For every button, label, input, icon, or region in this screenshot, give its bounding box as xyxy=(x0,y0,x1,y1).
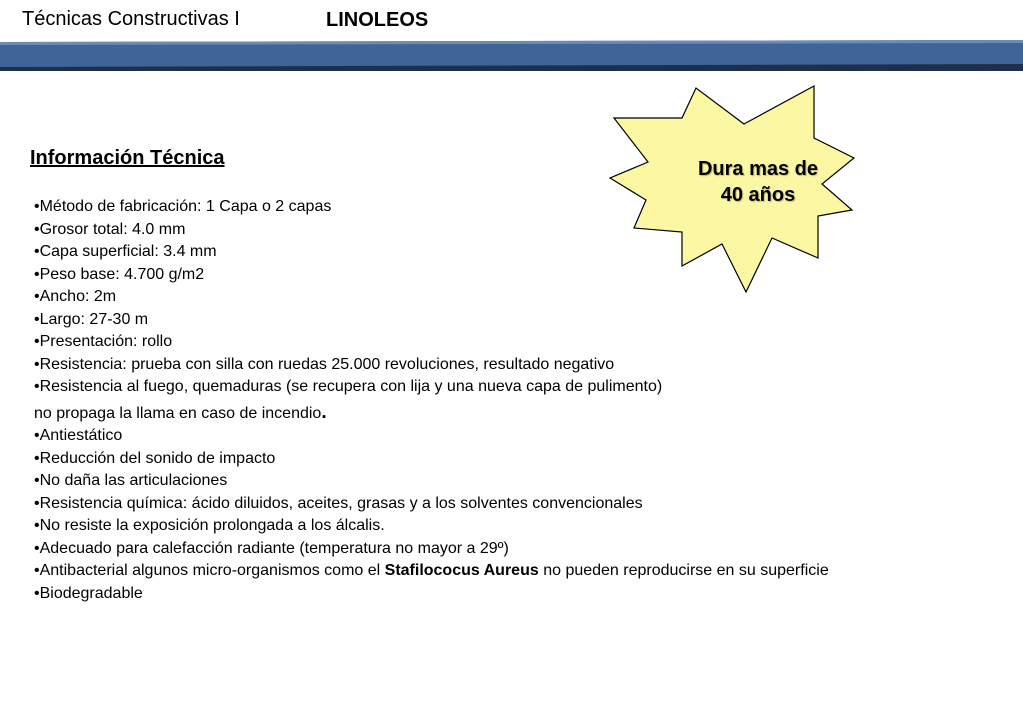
list-item-antibacterial xyxy=(34,560,994,583)
spec-list xyxy=(34,196,994,605)
callout-line-1: Dura mas de xyxy=(697,158,819,180)
list-item-calefaccion: •Adecuado para calefacción radiante (temperatura no mayor a 29º) xyxy=(34,539,509,557)
section-heading: Información Técnica xyxy=(30,147,225,169)
fuego-cont-dot: . xyxy=(321,401,327,423)
antibacterial-text-a: •Antibacterial algunos micro-organismos como el xyxy=(34,562,385,579)
list-item-quimica: •Resistencia química: ácido diluidos, aceites, grasas y a los solventes convencionales xyxy=(34,494,643,512)
list-item-antiestatico: •Antiestático xyxy=(34,427,123,444)
list-item-sonido: •Reducción del sonido de impacto xyxy=(34,449,276,467)
callout-line-2: 40 años xyxy=(720,184,796,206)
list-item-peso: •Peso base: 4.700 g/m2 xyxy=(34,265,205,283)
list-item-capa: •Capa superficial: 3.4 mm xyxy=(34,243,217,260)
list-item-articulaciones: •No daña las articulaciones xyxy=(34,472,228,489)
list-item-fabricacion: •Método de fabricación: 1 Capa o 2 capas xyxy=(34,198,332,215)
list-item-largo: •Largo: 27-30 m xyxy=(34,310,149,328)
list-item-biodegradable: •Biodegradable xyxy=(34,584,143,602)
list-item-fuego-cont xyxy=(34,403,994,426)
antibacterial-organism: Stafilococus Aureus xyxy=(384,562,539,579)
list-item-fuego: •Resistencia al fuego, quemaduras (se recupera con lija y una nueva capa de pulimento) xyxy=(34,378,663,395)
list-item-grosor: •Grosor total: 4.0 mm xyxy=(34,220,186,238)
list-item-ancho: •Ancho: 2m xyxy=(34,288,117,305)
page-title: LINOLEOS xyxy=(326,9,429,31)
list-item-alcalis: •No resiste la exposición prolongada a los álcalis. xyxy=(34,517,385,534)
list-item-presentacion: •Presentación: rollo xyxy=(34,333,173,350)
course-title: Técnicas Constructivas I xyxy=(22,8,240,30)
antibacterial-text-c: no pueden reproducirse en su superficie xyxy=(538,562,829,579)
fuego-cont-text: no propaga la llama en caso de incendio xyxy=(34,404,322,422)
list-item-resistencia: •Resistencia: prueba con silla con ruedas 25.000 revoluciones, resultado negativo xyxy=(34,355,615,373)
